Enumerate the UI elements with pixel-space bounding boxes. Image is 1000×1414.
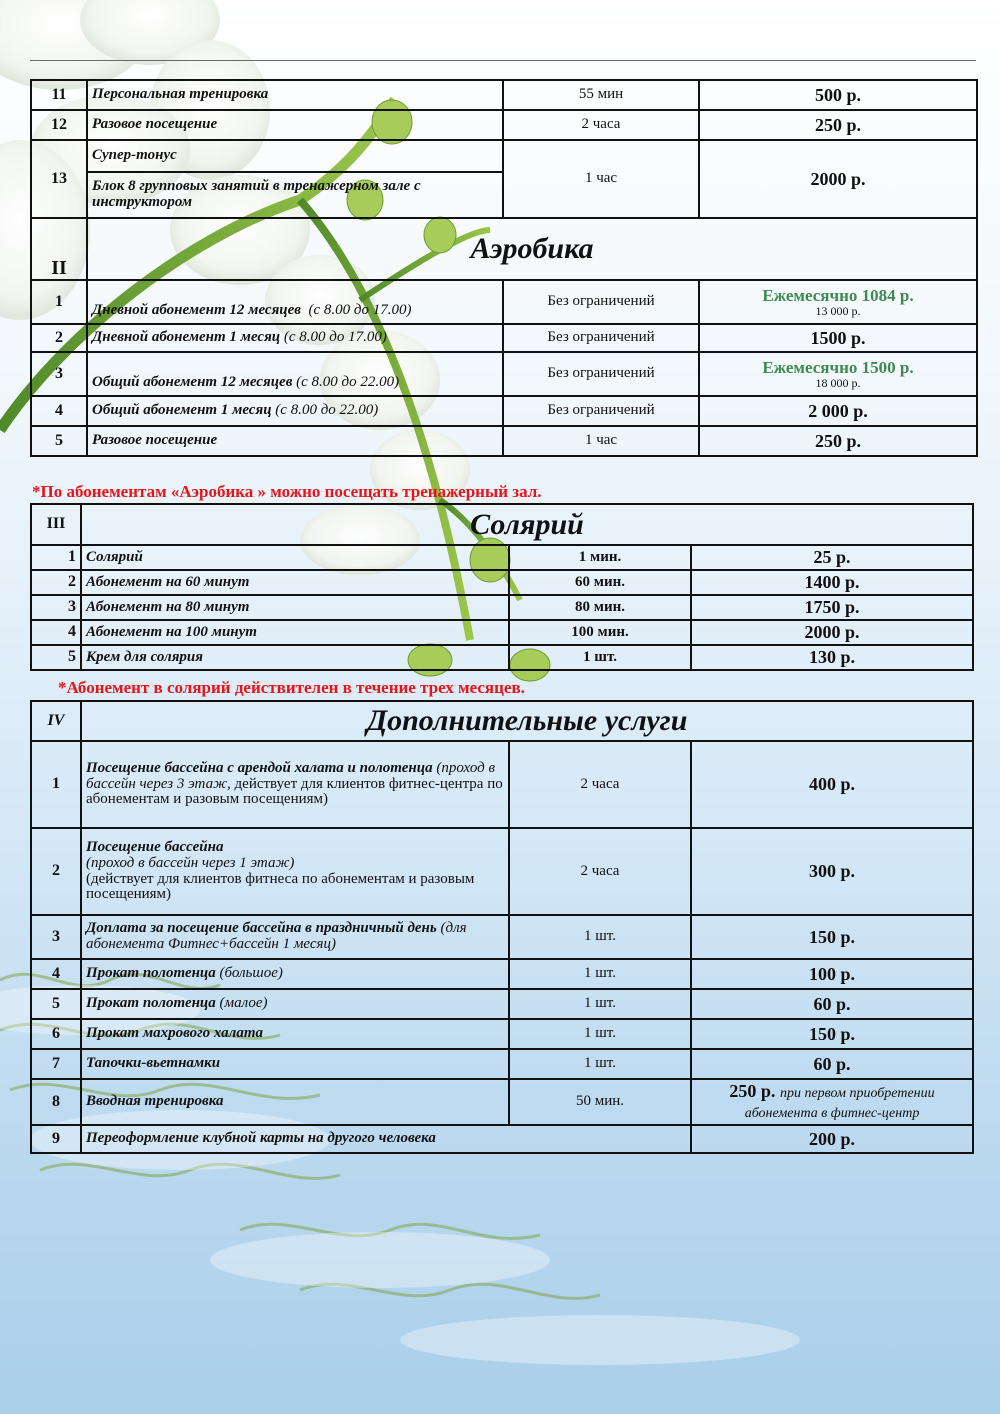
service-price [699, 352, 977, 396]
service-title: Посещение бассейна [86, 839, 224, 855]
monthly-price: Ежемесячно 1084 р. [762, 286, 914, 306]
service-duration: 50 мин. [509, 1079, 691, 1125]
service-hours: (с 8.00 до 17.00) [283, 329, 387, 346]
service-duration: 2 часа [509, 828, 691, 915]
service-price: 250 р. [699, 110, 977, 140]
section-title: Солярий [81, 504, 973, 545]
service-duration: 1 шт. [509, 959, 691, 989]
row-number: 7 [31, 1049, 81, 1079]
table-row [31, 1125, 973, 1153]
service-duration: 1 час [503, 426, 699, 456]
row-number: 5 [31, 426, 87, 456]
row-number: 8 [31, 1079, 81, 1125]
price-condition: при первом приобретении [779, 1086, 935, 1102]
service-duration: Без ограничений [503, 324, 699, 352]
service-name: Супер-тонус [87, 140, 503, 172]
row-number: 2 [31, 828, 81, 915]
row-number: 5 [31, 989, 81, 1019]
service-name [87, 352, 503, 396]
service-price: 1750 р. [691, 595, 973, 620]
service-note: (большое) [219, 965, 283, 982]
service-price: 25 р. [691, 545, 973, 570]
table-row [31, 396, 977, 426]
service-duration: 1 мин. [509, 545, 691, 570]
table-row [31, 352, 977, 396]
service-name: Переоформление клубной карты на другого человека [81, 1125, 691, 1153]
service-name: Абонемент на 100 минут [81, 620, 509, 645]
service-name: Вводная тренировка [81, 1079, 509, 1125]
extra-services-table [30, 700, 974, 1154]
service-name: Абонемент на 80 минут [81, 595, 509, 620]
service-title: Доплата за посещение бассейна в праздничный день [86, 920, 437, 937]
service-name [87, 324, 503, 352]
service-price: 130 р. [691, 645, 973, 670]
service-name: Абонемент на 60 минут [81, 570, 509, 595]
service-duration: 1 шт. [509, 645, 691, 670]
table-row [31, 620, 973, 645]
service-price: 60 р. [691, 989, 973, 1019]
service-duration: Без ограничений [503, 280, 699, 324]
table-row [31, 741, 973, 828]
monthly-price: Ежемесячно 1500 р. [762, 358, 914, 378]
service-note: (малое) [219, 995, 268, 1012]
row-number: 12 [31, 110, 87, 140]
service-price: 200 р. [691, 1125, 973, 1153]
service-hours: (с 8.00 до 22.00) [275, 402, 379, 419]
service-name [81, 741, 509, 828]
service-title: Посещение бассейна с арендой халата и полотенца [86, 759, 433, 776]
table-row [31, 80, 977, 110]
service-price: 250 р. [699, 426, 977, 456]
service-price: 1500 р. [699, 324, 977, 352]
table-row [31, 140, 977, 172]
service-price [691, 1079, 973, 1125]
service-title: Общий абонемент 1 месяц [92, 402, 272, 419]
table-row [31, 324, 977, 352]
service-price: 100 р. [691, 959, 973, 989]
row-number: 1 [31, 741, 81, 828]
section-title: Аэробика [87, 218, 977, 280]
table-row [31, 570, 973, 595]
row-number: 13 [31, 140, 87, 218]
service-note: (для абонемента Фитнес+бассейн 1 месяц) [86, 920, 467, 952]
row-number: 4 [31, 959, 81, 989]
service-price: 60 р. [691, 1049, 973, 1079]
row-number: 11 [31, 80, 87, 110]
row-number: 5 [31, 645, 81, 670]
service-name: Разовое посещение [87, 110, 503, 140]
service-title: Дневной абонемент 12 месяцев [92, 302, 302, 319]
service-duration: 1 шт. [509, 1049, 691, 1079]
service-note-regular: (действует для клиентов фитнеса по абонементам и разовым посещениям) [86, 870, 475, 903]
service-name: Крем для солярия [81, 645, 509, 670]
table-row [31, 426, 977, 456]
table-row [31, 959, 973, 989]
service-duration: 2 часа [503, 110, 699, 140]
row-number: 3 [31, 352, 87, 396]
section-roman: IV [31, 701, 81, 741]
section-title: Дополнительные услуги [81, 701, 973, 741]
service-price: 1400 р. [691, 570, 973, 595]
service-duration: Без ограничений [503, 396, 699, 426]
service-hours: (с 8.00 до 17.00) [308, 302, 412, 319]
table-row [31, 828, 973, 915]
service-name: Тапочки-вьетнамки [81, 1049, 509, 1079]
service-duration: 55 мин [503, 80, 699, 110]
row-number: 3 [31, 595, 81, 620]
service-name [81, 959, 509, 989]
price-condition: абонемента в фитнес-центр [744, 1106, 920, 1121]
service-price: 300 р. [691, 828, 973, 915]
row-number: 4 [31, 620, 81, 645]
table-row [31, 1019, 973, 1049]
service-name: Блок 8 групповых занятий в тренажерном зале с инструктором [87, 172, 503, 218]
section-header-extra [31, 701, 973, 741]
service-duration: 60 мин. [509, 570, 691, 595]
row-number: 9 [31, 1125, 81, 1153]
table-row [31, 1079, 973, 1125]
section-roman: III [31, 504, 81, 545]
row-number: 1 [31, 280, 87, 324]
service-note: (проход в бассейн через 1 этаж) [86, 854, 295, 871]
table-row [31, 915, 973, 959]
service-hours: (с 8.00 до 22.00) [296, 374, 400, 391]
row-number: 4 [31, 396, 87, 426]
table-row [31, 110, 977, 140]
table-row [31, 545, 973, 570]
service-price: 150 р. [691, 915, 973, 959]
total-price: 18 000 р. [815, 376, 861, 391]
table-row [31, 280, 977, 324]
table-row [31, 645, 973, 670]
service-price: 2000 р. [699, 140, 977, 218]
service-duration: 1 шт. [509, 915, 691, 959]
service-title: Прокат полотенца [86, 995, 216, 1012]
service-duration: 2 часа [509, 741, 691, 828]
service-price: 2 000 р. [699, 396, 977, 426]
total-price: 13 000 р. [815, 304, 861, 319]
service-price: 2000 р. [691, 620, 973, 645]
service-title: Дневной абонемент 1 месяц [92, 329, 281, 346]
row-number: 3 [31, 915, 81, 959]
service-note-regular: действует для клиентов фитнес-центра по абонементам и разовым посещениям) [86, 775, 503, 808]
service-name [81, 915, 509, 959]
service-duration: 1 час [503, 140, 699, 218]
service-price [699, 280, 977, 324]
solarium-table [30, 503, 974, 671]
service-name [81, 828, 509, 915]
price-value: 250 р. [729, 1081, 776, 1102]
service-name: Солярий [81, 545, 509, 570]
table-row [31, 989, 973, 1019]
row-number: 2 [31, 324, 87, 352]
service-duration: 80 мин. [509, 595, 691, 620]
service-price: 500 р. [699, 80, 977, 110]
service-price: 150 р. [691, 1019, 973, 1049]
service-price: 400 р. [691, 741, 973, 828]
service-note: (проход в бассейн через 3 этаж, [86, 759, 495, 792]
row-number: 2 [31, 570, 81, 595]
table-row [31, 1049, 973, 1079]
service-name: Персональная тренировка [87, 80, 503, 110]
service-duration: 1 шт. [509, 989, 691, 1019]
service-title: Общий абонемент 12 месяцев [92, 374, 293, 391]
section-header-aerobics [31, 218, 977, 280]
service-duration: 1 шт. [509, 1019, 691, 1049]
service-duration: Без ограничений [503, 352, 699, 396]
solarium-note: *Абонемент в солярий действителен в течение трех месяцев. [58, 678, 525, 697]
row-number: 1 [31, 545, 81, 570]
aerobics-note: *По абонементам «Аэробика » можно посещать тренажерный зал. [32, 482, 542, 501]
service-name [81, 989, 509, 1019]
services-table-top [30, 79, 978, 457]
service-name: Прокат махрового халата [81, 1019, 509, 1049]
service-name [87, 396, 503, 426]
top-rule [30, 60, 976, 61]
table-row [31, 595, 973, 620]
service-name [87, 280, 503, 324]
service-name: Разовое посещение [87, 426, 503, 456]
section-header-solarium [31, 504, 973, 545]
row-number: 6 [31, 1019, 81, 1049]
service-duration: 100 мин. [509, 620, 691, 645]
section-roman: II [31, 218, 87, 280]
service-title: Прокат полотенца [86, 965, 216, 982]
